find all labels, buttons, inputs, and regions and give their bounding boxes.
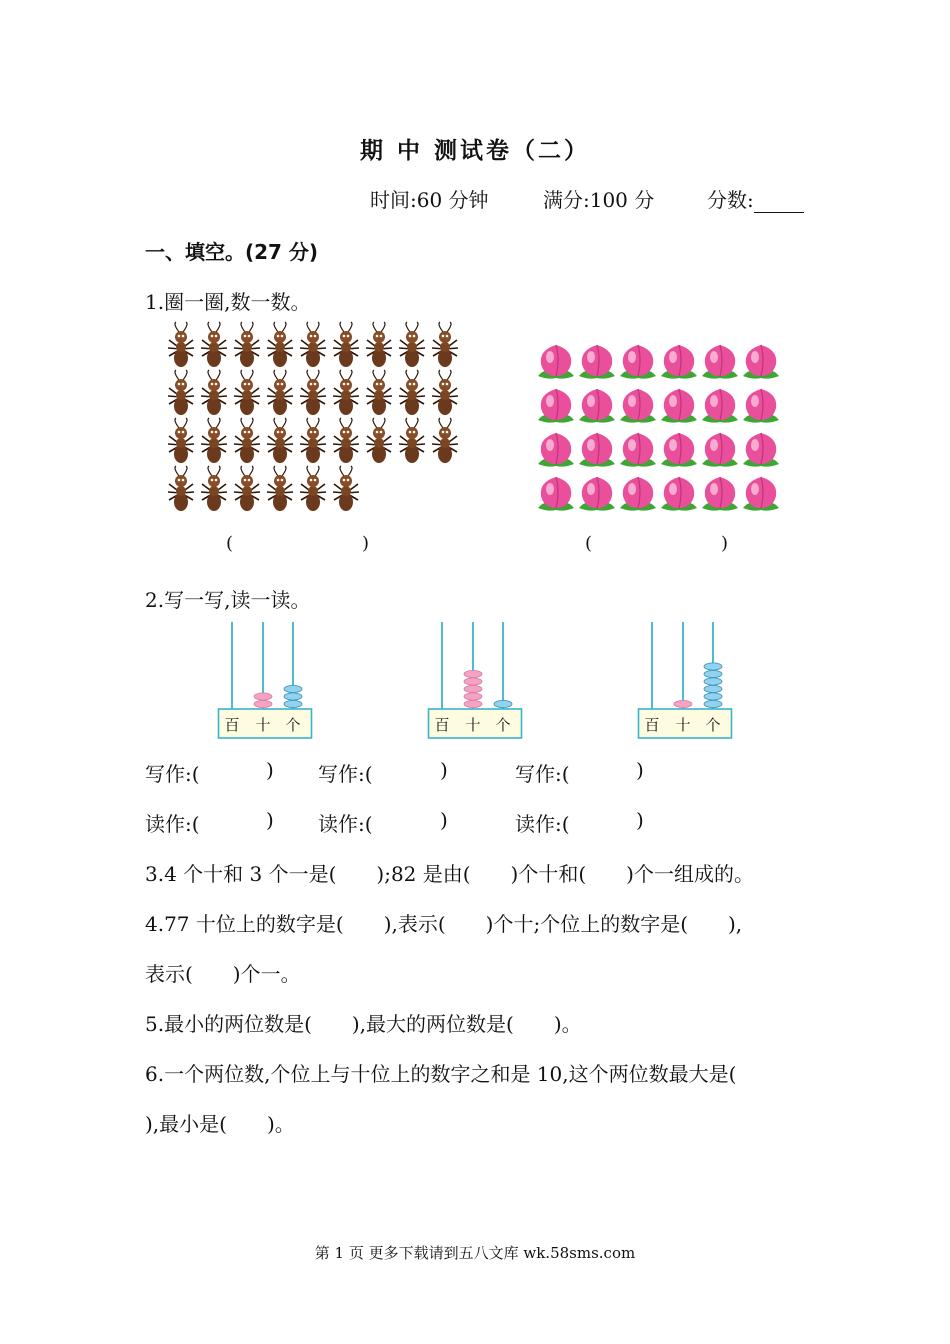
write-label-2: 写作:(: [318, 762, 373, 786]
ant-icon: [300, 370, 326, 415]
read-close-3: ): [636, 808, 644, 832]
abacus-bead[interactable]: [704, 685, 722, 692]
ant-icon: [234, 466, 260, 511]
question-5: 5.最小的两位数是( ),最大的两位数是( )。: [145, 1012, 582, 1036]
score-blank[interactable]: [754, 192, 804, 213]
page-footer: 第 1 页 更多下载请到五八文库 wk.58sms.com: [314, 1244, 636, 1262]
ant-icon: [399, 322, 425, 367]
ants-grid: [165, 322, 465, 518]
abacus-bead[interactable]: [704, 693, 722, 700]
question-6-line-2: ),最小是( )。: [145, 1112, 295, 1136]
ant-icon: [201, 418, 227, 463]
peach-icon: [743, 433, 779, 467]
peach-icon: [743, 389, 779, 423]
abacus-label: 个: [285, 716, 301, 734]
abacus-bead[interactable]: [284, 693, 302, 700]
write-close-2: ): [440, 758, 448, 782]
abacus-bead[interactable]: [704, 670, 722, 677]
ant-icon: [432, 322, 458, 367]
abacus-3: [638, 620, 734, 742]
question-1: 1.圈一圈,数一数。: [145, 290, 311, 314]
ant-icon: [267, 322, 293, 367]
question-3: 3.4 个十和 3 个一是( );82 是由( )个十和( )个一组成的。: [145, 862, 754, 886]
ant-icon: [300, 322, 326, 367]
peach-icon: [579, 389, 615, 423]
abacus-bead[interactable]: [254, 700, 272, 707]
peach-icon: [538, 345, 574, 379]
ant-icon: [234, 322, 260, 367]
abacus-label: 十: [465, 716, 481, 734]
ant-icon: [267, 466, 293, 511]
ant-icon: [333, 466, 359, 511]
ant-icon: [201, 322, 227, 367]
question-6-line-1: 6.一个两位数,个位上与十位上的数字之和是 10,这个两位数最大是(: [145, 1062, 737, 1086]
section-heading: 一、填空。(27 分): [145, 240, 319, 264]
full-score-label: 满分:100 分: [543, 188, 655, 212]
ant-icon: [201, 466, 227, 511]
ant-icon: [234, 370, 260, 415]
abacus-bead[interactable]: [704, 663, 722, 670]
ant-icon: [201, 370, 227, 415]
peach-icon: [702, 477, 738, 511]
abacus-bead[interactable]: [494, 700, 512, 707]
ant-icon: [399, 418, 425, 463]
ant-icon: [399, 370, 425, 415]
peach-icon: [743, 345, 779, 379]
peach-icon: [661, 477, 697, 511]
score-label: 分数:: [707, 188, 754, 212]
abacus-label: 个: [705, 716, 721, 734]
ant-icon: [333, 418, 359, 463]
peaches-grid: [536, 340, 786, 520]
abacus-2: [428, 620, 524, 742]
ant-icon: [267, 370, 293, 415]
abacus-label: 十: [675, 716, 691, 734]
ant-answer-close: ): [362, 533, 370, 554]
ant-icon: [432, 418, 458, 463]
abacus-bead[interactable]: [464, 700, 482, 707]
abacus-bead[interactable]: [464, 693, 482, 700]
abacus-label: 百: [224, 716, 240, 734]
ant-icon: [366, 370, 392, 415]
peach-icon: [661, 345, 697, 379]
peach-icon: [579, 433, 615, 467]
peach-icon: [579, 345, 615, 379]
ant-icon: [300, 466, 326, 511]
ant-icon: [168, 466, 194, 511]
peach-icon: [620, 389, 656, 423]
peach-answer-close: ): [721, 533, 729, 554]
read-close-2: ): [440, 808, 448, 832]
write-close-3: ): [636, 758, 644, 782]
question-4-line-1: 4.77 十位上的数字是( ),表示( )个十;个位上的数字是( ),: [145, 912, 743, 936]
peach-icon: [620, 477, 656, 511]
abacus-bead[interactable]: [704, 700, 722, 707]
question-2: 2.写一写,读一读。: [145, 588, 311, 612]
peach-icon: [702, 345, 738, 379]
ant-icon: [168, 322, 194, 367]
question-4-line-2: 表示( )个一。: [145, 962, 301, 986]
peach-icon: [702, 389, 738, 423]
ant-icon: [234, 418, 260, 463]
ant-icon: [366, 418, 392, 463]
peach-icon: [538, 433, 574, 467]
peach-icon: [661, 433, 697, 467]
abacus-bead[interactable]: [674, 700, 692, 707]
write-close-1: ): [266, 758, 274, 782]
page-title: 期 中 测试卷（二）: [359, 138, 590, 164]
abacus-bead[interactable]: [704, 678, 722, 685]
write-label-1: 写作:(: [145, 762, 200, 786]
time-label: 时间:60 分钟: [370, 188, 489, 212]
ant-answer-open: (: [226, 533, 234, 554]
read-label-2: 读作:(: [318, 812, 373, 836]
abacus-bead[interactable]: [464, 685, 482, 692]
peach-icon: [538, 389, 574, 423]
peach-icon: [620, 433, 656, 467]
read-label-1: 读作:(: [145, 812, 200, 836]
abacus-label: 个: [495, 716, 511, 734]
abacus-1: [218, 620, 314, 742]
abacus-bead[interactable]: [464, 678, 482, 685]
peach-icon: [579, 477, 615, 511]
abacus-bead[interactable]: [284, 685, 302, 692]
abacus-label: 百: [434, 716, 450, 734]
read-close-1: ): [266, 808, 274, 832]
abacus-label: 十: [255, 716, 271, 734]
peach-answer-open: (: [585, 533, 593, 554]
abacus-bead[interactable]: [284, 700, 302, 707]
score-field: [707, 184, 804, 213]
peach-icon: [702, 433, 738, 467]
ant-icon: [432, 370, 458, 415]
abacus-bead[interactable]: [254, 693, 272, 700]
abacus-bead[interactable]: [464, 670, 482, 677]
write-label-3: 写作:(: [515, 762, 570, 786]
ant-icon: [366, 322, 392, 367]
read-label-3: 读作:(: [515, 812, 570, 836]
ant-icon: [168, 418, 194, 463]
peach-icon: [538, 477, 574, 511]
peach-icon: [661, 389, 697, 423]
peach-icon: [620, 345, 656, 379]
peach-icon: [743, 477, 779, 511]
ant-icon: [300, 418, 326, 463]
ant-icon: [267, 418, 293, 463]
abacus-label: 百: [644, 716, 660, 734]
ant-icon: [168, 370, 194, 415]
ant-icon: [333, 370, 359, 415]
ant-icon: [333, 322, 359, 367]
